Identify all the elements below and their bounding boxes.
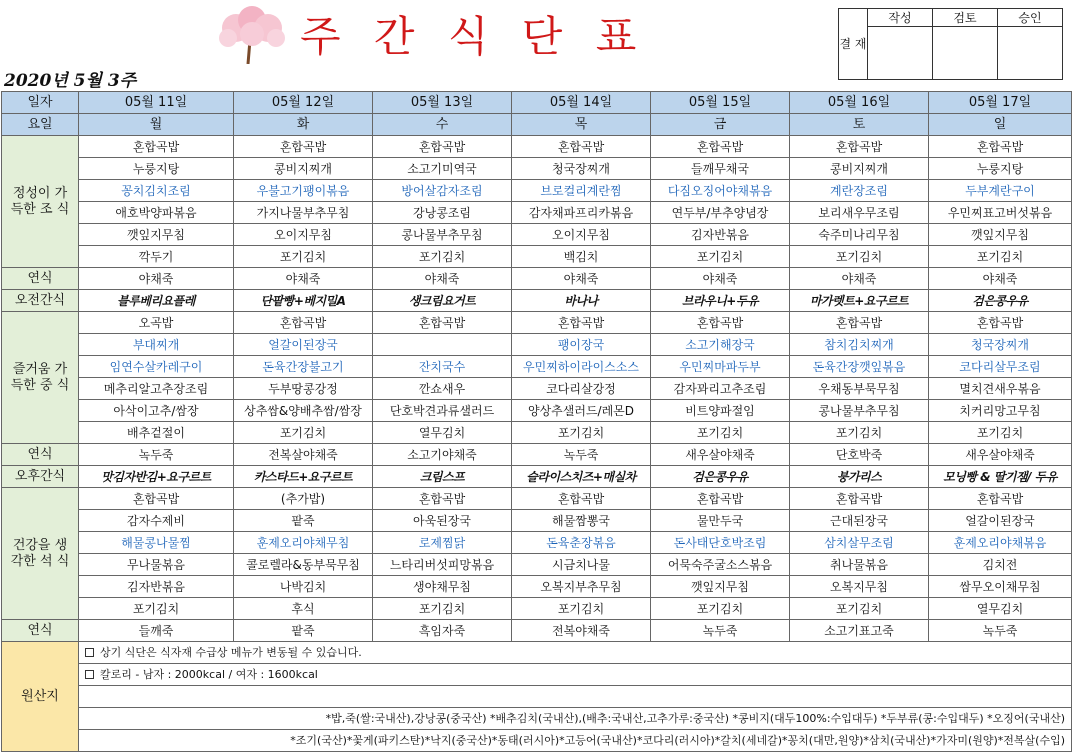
afternoon-snack-item: 맛김자반김+요구르트 (79, 466, 234, 488)
lunch-soft-food-item: 새우살야채죽 (651, 444, 790, 466)
menu-item: 우민찌마파두부 (651, 356, 790, 378)
morning-snack-item: 블루베리요플레 (79, 290, 234, 312)
menu-item: 감자꽈리고추조림 (651, 378, 790, 400)
menu-item: 혼합곡밥 (512, 488, 651, 510)
menu-item: 훈제오리야채무침 (234, 532, 373, 554)
date-header-label: 일자 (2, 92, 79, 114)
menu-item: 김자반볶음 (79, 576, 234, 598)
morning-snack-item: 생크림요거트 (373, 290, 512, 312)
origin-line-text: *조기(국산)*꽃게(파키스탄)*낙지(중국산)*동태(러시아)*고등어(국내산)*코다리(러시아)*갈치(세네갈)*꽁치(대만,원양)*삼치(국내산)*가자미(원양)*전복살(수입) (290, 733, 1065, 747)
menu-item: 우채동부묵무침 (790, 378, 929, 400)
afternoon-snack-item: 크림스프 (373, 466, 512, 488)
lunch-soft-food-item: 녹두죽 (79, 444, 234, 466)
lunch-soft-food-item: 전복살야채죽 (234, 444, 373, 466)
menu-item: 콩나물부추무침 (373, 224, 512, 246)
menu-item: 꽁치김치조림 (79, 180, 234, 202)
menu-item: 혼합곡밥 (790, 136, 929, 158)
menu-item: 방어살감자조림 (373, 180, 512, 202)
menu-item: 깻잎지무침 (79, 224, 234, 246)
day-cell: 화 (234, 114, 373, 136)
menu-item: 감자수제비 (79, 510, 234, 532)
menu-item: 김치전 (929, 554, 1072, 576)
menu-item: 오복지무침 (790, 576, 929, 598)
origin-line (79, 708, 1072, 730)
menu-item: 콩나물부추무침 (790, 400, 929, 422)
menu-item: 포기김치 (929, 422, 1072, 444)
menu-item: 쌈무오이채무침 (929, 576, 1072, 598)
menu-item: 생야채무침 (373, 576, 512, 598)
dinner-soft-food-item: 들깨죽 (79, 620, 234, 642)
notice-line (79, 664, 1072, 686)
menu-item: 혼합곡밥 (790, 488, 929, 510)
menu-item: 감자채파프리카볶음 (512, 202, 651, 224)
menu-item: 혼합곡밥 (651, 136, 790, 158)
lunch-soft-food-item: 새우살야채죽 (929, 444, 1072, 466)
breakfast-soft-food-item: 야채죽 (512, 268, 651, 290)
menu-item: 혼합곡밥 (790, 312, 929, 334)
menu-item: 포기김치 (651, 422, 790, 444)
menu-item: 콜로렐라&동부묵무침 (234, 554, 373, 576)
notice-line-text: 칼로리 - 남자 : 2000kcal / 여자 : 1600kcal (100, 667, 318, 681)
menu-item: 혼합곡밥 (512, 312, 651, 334)
menu-item: 깍두기 (79, 246, 234, 268)
menu-item: 포기김치 (790, 598, 929, 620)
menu-table (1, 91, 1072, 752)
menu-item: 오이지무침 (234, 224, 373, 246)
morning-snack-item: 검은콩우유 (929, 290, 1072, 312)
afternoon-snack-item: 슬라이스치즈+매실차 (512, 466, 651, 488)
menu-item: 양상추샐러드/레몬D (512, 400, 651, 422)
origin-line-text: *밥,죽(쌀:국내산),강낭콩(중국산) *배추김치(국내산),(배추:국내산,고추가루:중국산) *콩비지(대두100%:수입대두) *두부류(콩:수입대두) *오징어(국내산) (325, 711, 1065, 725)
day-cell: 토 (790, 114, 929, 136)
menu-item: 열무김치 (929, 598, 1072, 620)
menu-item: 혼합곡밥 (234, 312, 373, 334)
menu-item: 혼합곡밥 (373, 136, 512, 158)
menu-item: 누룽지탕 (79, 158, 234, 180)
menu-item: 깻잎지무침 (651, 576, 790, 598)
menu-item: 콩비지찌개 (234, 158, 373, 180)
menu-item: 얼갈이된장국 (929, 510, 1072, 532)
menu-item: 혼합곡밥 (929, 136, 1072, 158)
menu-item: 포기김치 (373, 246, 512, 268)
menu-item: 상추쌈&양배추쌈/쌈장 (234, 400, 373, 422)
menu-item: 두부땅콩강정 (234, 378, 373, 400)
approval-sign-cell[interactable] (868, 27, 933, 80)
menu-item: 백김치 (512, 246, 651, 268)
approval-sign-cell[interactable] (933, 27, 998, 80)
afternoon-snack-item: 카스타드+요구르트 (234, 466, 373, 488)
menu-item: 소고기해장국 (651, 334, 790, 356)
morning-snack-label: 오전간식 (2, 290, 79, 312)
menu-item: 팥죽 (234, 510, 373, 532)
afternoon-snack-label: 오후간식 (2, 466, 79, 488)
menu-item: 포기김치 (373, 598, 512, 620)
menu-item: 두부계란구이 (929, 180, 1072, 202)
morning-snack-item: 브라우니+두유 (651, 290, 790, 312)
menu-item: 포기김치 (790, 422, 929, 444)
menu-item: (추가밥) (234, 488, 373, 510)
menu-item: 계란장조림 (790, 180, 929, 202)
approval-sign-cell[interactable] (998, 27, 1063, 80)
menu-item: 콩비지찌개 (790, 158, 929, 180)
menu-item: 잔치국수 (373, 356, 512, 378)
menu-item: 배추겉절이 (79, 422, 234, 444)
menu-item: 포기김치 (790, 246, 929, 268)
menu-item: 혼합곡밥 (651, 312, 790, 334)
menu-item: 아삭이고추/쌈장 (79, 400, 234, 422)
approval-side-label: 결 재 (839, 9, 868, 80)
date-cell: 05월 15일 (651, 92, 790, 114)
menu-item: 아욱된장국 (373, 510, 512, 532)
menu-item: 청국장찌개 (512, 158, 651, 180)
breakfast-label: 정성이 가득한 조 식 (2, 136, 79, 268)
menu-item: 코다리살무조림 (929, 356, 1072, 378)
menu-item: 포기김치 (79, 598, 234, 620)
menu-item: 돈사태단호박조림 (651, 532, 790, 554)
menu-item: 혼합곡밥 (929, 312, 1072, 334)
menu-item: 혼합곡밥 (373, 488, 512, 510)
afternoon-snack-item: 검은콩우유 (651, 466, 790, 488)
date-cell: 05월 12일 (234, 92, 373, 114)
lunch-soft-food-item: 소고기야채죽 (373, 444, 512, 466)
menu-item: 포기김치 (651, 598, 790, 620)
lunch-soft-food-label: 연식 (2, 444, 79, 466)
menu-item: 돈육간장불고기 (234, 356, 373, 378)
day-cell: 목 (512, 114, 651, 136)
menu-item: 우민찌표고버섯볶음 (929, 202, 1072, 224)
menu-item: 깻잎지무침 (929, 224, 1072, 246)
menu-item: 돈육간장깻잎볶음 (790, 356, 929, 378)
menu-item: 삼치살무조림 (790, 532, 929, 554)
date-cell: 05월 17일 (929, 92, 1072, 114)
menu-item: 혼합곡밥 (79, 136, 234, 158)
breakfast-soft-food-item: 야채죽 (234, 268, 373, 290)
afternoon-snack-item: 모닝빵 & 딸기잼/ 두유 (929, 466, 1072, 488)
menu-item: 후식 (234, 598, 373, 620)
menu-item: 취나물볶음 (790, 554, 929, 576)
menu-item (373, 334, 512, 356)
menu-item: 팽이장국 (512, 334, 651, 356)
menu-item: 혼합곡밥 (234, 136, 373, 158)
approval-col: 승인 (998, 9, 1063, 27)
menu-item: 혼합곡밥 (512, 136, 651, 158)
breakfast-soft-food-item: 야채죽 (79, 268, 234, 290)
menu-item: 가지나물부추무침 (234, 202, 373, 224)
notice-line-text: 상기 식단은 식자재 수급상 메뉴가 변동될 수 있습니다. (100, 645, 362, 659)
menu-item: 소고기미역국 (373, 158, 512, 180)
square-bullet-icon (85, 648, 94, 657)
dinner-soft-food-item: 흑임자죽 (373, 620, 512, 642)
breakfast-soft-food-item: 야채죽 (790, 268, 929, 290)
menu-item: 들깨무채국 (651, 158, 790, 180)
menu-item: 우민찌하이라이스소스 (512, 356, 651, 378)
menu-item: 포기김치 (234, 422, 373, 444)
morning-snack-item: 마가렛트+요구르트 (790, 290, 929, 312)
menu-item: 치커리망고무침 (929, 400, 1072, 422)
date-cell: 05월 11일 (79, 92, 234, 114)
menu-item: 누룽지탕 (929, 158, 1072, 180)
menu-item: 임연수살카레구이 (79, 356, 234, 378)
menu-item: 오이지무침 (512, 224, 651, 246)
date-cell: 05월 13일 (373, 92, 512, 114)
day-cell: 수 (373, 114, 512, 136)
dinner-soft-food-label: 연식 (2, 620, 79, 642)
day-cell: 금 (651, 114, 790, 136)
menu-item: 열무김치 (373, 422, 512, 444)
menu-item: 물만두국 (651, 510, 790, 532)
menu-item: 비트양파절임 (651, 400, 790, 422)
cherry-blossom-tree-icon (208, 6, 294, 64)
menu-item: 포기김치 (651, 246, 790, 268)
menu-item: 오복지부추무침 (512, 576, 651, 598)
date-cell: 05월 14일 (512, 92, 651, 114)
page-title: 주 간 식 단 표 (300, 12, 647, 61)
menu-item: 애호박양파볶음 (79, 202, 234, 224)
menu-item: 근대된장국 (790, 510, 929, 532)
square-bullet-icon (85, 670, 94, 679)
morning-snack-item: 바나나 (512, 290, 651, 312)
breakfast-soft-food-item: 야채죽 (929, 268, 1072, 290)
lunch-soft-food-item: 녹두죽 (512, 444, 651, 466)
menu-item: 청국장찌개 (929, 334, 1072, 356)
menu-item: 우불고기팽이볶음 (234, 180, 373, 202)
day-cell: 월 (79, 114, 234, 136)
morning-snack-item: 단팥빵+베지밀A (234, 290, 373, 312)
day-header-label: 요일 (2, 114, 79, 136)
menu-item: 다짐오징어야채볶음 (651, 180, 790, 202)
menu-item: 얼갈이된장국 (234, 334, 373, 356)
menu-item: 포기김치 (234, 246, 373, 268)
menu-item: 나박김치 (234, 576, 373, 598)
menu-item: 단호박견과류샐러드 (373, 400, 512, 422)
menu-item: 멸치견새우볶음 (929, 378, 1072, 400)
menu-item: 숙주미나리무침 (790, 224, 929, 246)
menu-item: 코다리살강정 (512, 378, 651, 400)
approval-col: 검토 (933, 9, 998, 27)
menu-item: 돈육춘장볶음 (512, 532, 651, 554)
lunch-label: 즐거움 가득한 중 식 (2, 312, 79, 444)
breakfast-soft-food-item: 야채죽 (651, 268, 790, 290)
menu-item: 강낭콩조림 (373, 202, 512, 224)
dinner-soft-food-item: 팥죽 (234, 620, 373, 642)
menu-item: 김자반볶음 (651, 224, 790, 246)
week-label: 2020년 5월 3주 (4, 71, 137, 91)
menu-item: 포기김치 (929, 246, 1072, 268)
lunch-soft-food-item: 단호박죽 (790, 444, 929, 466)
menu-item: 로제찜닭 (373, 532, 512, 554)
menu-item: 참치김치찌개 (790, 334, 929, 356)
dinner-soft-food-item: 녹두죽 (651, 620, 790, 642)
menu-item: 깐쇼새우 (373, 378, 512, 400)
menu-item: 보리새우무조림 (790, 202, 929, 224)
dinner-soft-food-item: 소고기표고죽 (790, 620, 929, 642)
menu-item: 부대찌개 (79, 334, 234, 356)
menu-item: 혼합곡밥 (79, 488, 234, 510)
breakfast-soft-food-item: 야채죽 (373, 268, 512, 290)
menu-item: 브로컬리계란찜 (512, 180, 651, 202)
dinner-soft-food-item: 녹두죽 (929, 620, 1072, 642)
notice-line (79, 642, 1072, 664)
origin-label: 원산지 (2, 642, 79, 752)
approval-box (838, 8, 1063, 80)
menu-item: 오곡밥 (79, 312, 234, 334)
day-cell: 일 (929, 114, 1072, 136)
date-cell: 05월 16일 (790, 92, 929, 114)
blank-line (79, 686, 1072, 708)
afternoon-snack-item: 붕가리스 (790, 466, 929, 488)
menu-item: 무나물볶음 (79, 554, 234, 576)
approval-col: 작성 (868, 9, 933, 27)
menu-item: 혼합곡밥 (929, 488, 1072, 510)
menu-item: 포기김치 (512, 422, 651, 444)
menu-item: 혼합곡밥 (373, 312, 512, 334)
menu-item: 어묵숙주굴소스볶음 (651, 554, 790, 576)
menu-item: 연두부/부추양념장 (651, 202, 790, 224)
menu-item: 메추리알고추장조림 (79, 378, 234, 400)
dinner-label: 건강을 생각한 석 식 (2, 488, 79, 620)
menu-item: 포기김치 (512, 598, 651, 620)
dinner-soft-food-item: 전복야채죽 (512, 620, 651, 642)
menu-item: 해물콩나물찜 (79, 532, 234, 554)
breakfast-soft-food-label: 연식 (2, 268, 79, 290)
origin-line (79, 730, 1072, 752)
menu-item: 시금치나물 (512, 554, 651, 576)
menu-item: 혼합곡밥 (651, 488, 790, 510)
menu-item: 훈제오리야채볶음 (929, 532, 1072, 554)
menu-item: 느타리버섯피망볶음 (373, 554, 512, 576)
menu-item: 해물짬뽕국 (512, 510, 651, 532)
